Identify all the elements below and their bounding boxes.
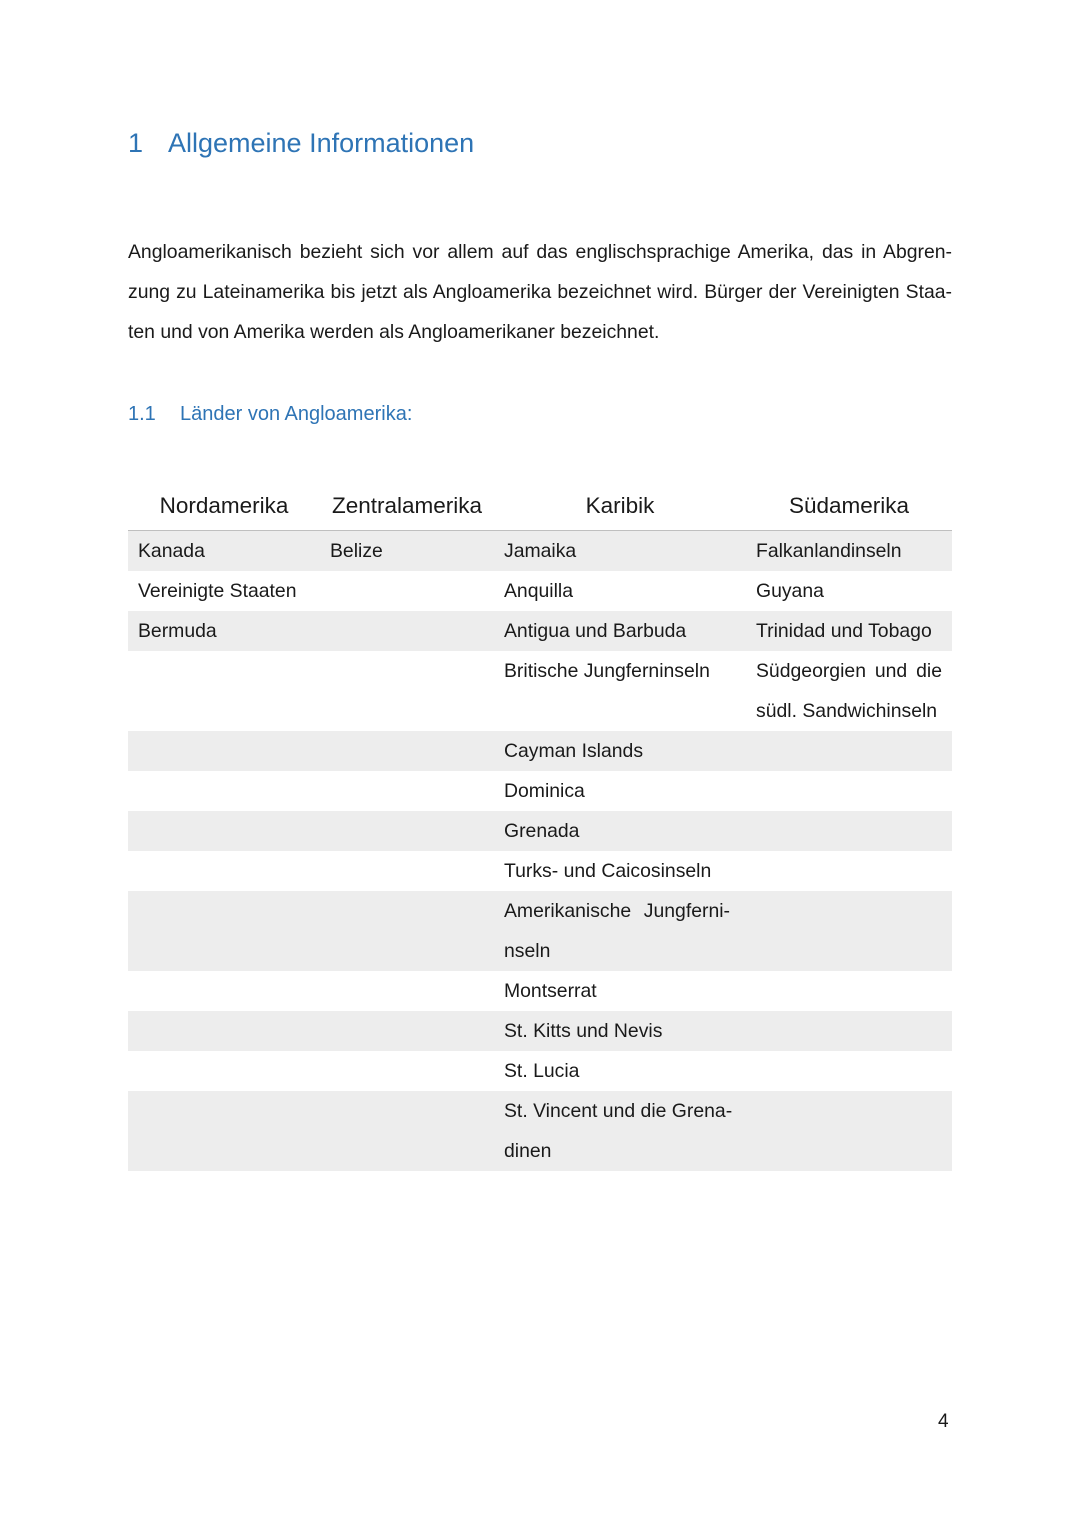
table-row (128, 531, 952, 572)
table-row (128, 1051, 952, 1091)
table-cell (746, 851, 952, 891)
cell-line: dinen (504, 1140, 552, 1162)
table-cell (746, 971, 952, 1011)
table-cell: Bermuda (128, 611, 320, 651)
table-cell: Turks- und Caicosinseln (504, 860, 712, 882)
table-cell: Cayman Islands (494, 731, 746, 771)
table-header-row (128, 482, 952, 531)
table-cell (746, 651, 952, 731)
table-cell (128, 651, 320, 731)
table-cell (128, 1051, 320, 1091)
section-title: Allgemeine Informationen (168, 128, 475, 158)
cell-line-empty (504, 691, 736, 731)
subsection-number: 1.1 (128, 403, 156, 425)
table-row (128, 971, 952, 1011)
table-row (128, 651, 952, 731)
table-cell (320, 971, 494, 1011)
subsection-heading (128, 403, 412, 426)
table-cell: St. Lucia (504, 1060, 580, 1082)
table-cell (320, 1011, 494, 1051)
table-cell (320, 891, 494, 971)
table-cell (128, 891, 320, 971)
table-cell (320, 1091, 494, 1171)
cell-line: Südgeorgien und die (756, 660, 942, 682)
table-cell (494, 1091, 746, 1171)
header-suedamerika: Südamerika (746, 482, 952, 531)
table-cell (746, 1011, 952, 1051)
table-cell (746, 1091, 952, 1171)
table-cell: Guyana (756, 580, 824, 602)
cell-line: Britische Jungferninseln (504, 660, 710, 682)
table-cell (128, 1011, 320, 1051)
table-cell (128, 811, 320, 851)
paragraph-line: ten und von Amerika werden als Angloamerikaner bezeichnet. (128, 321, 660, 343)
subsection-title: Länder von Angloamerika: (180, 403, 413, 425)
table-cell: Grenada (494, 811, 746, 851)
table-row (128, 571, 952, 611)
section-heading (128, 128, 474, 159)
table-cell: Antigua und Barbuda (494, 611, 746, 651)
table-cell (128, 971, 320, 1011)
table-cell: Montserrat (504, 980, 597, 1002)
table-cell (746, 771, 952, 811)
table-cell: Vereinigte Staaten (138, 580, 297, 602)
table-cell: Belize (320, 531, 494, 572)
table-cell (128, 851, 320, 891)
table-row (128, 1011, 952, 1051)
table-row (128, 731, 952, 771)
table-cell: Anquilla (504, 580, 573, 602)
table-cell (320, 571, 494, 611)
table-cell (128, 1091, 320, 1171)
table-cell (746, 1051, 952, 1091)
table-cell (128, 771, 320, 811)
table-cell (320, 811, 494, 851)
page-number: 4 (938, 1411, 949, 1432)
table-cell: Jamaika (494, 531, 746, 572)
table-cell (128, 731, 320, 771)
cell-line: St. Vincent und die Grena- (504, 1100, 733, 1122)
table-cell: Trinidad und Tobago (746, 611, 952, 651)
table-cell: Dominica (504, 780, 585, 802)
table-cell (320, 771, 494, 811)
table-row (128, 1091, 952, 1171)
table-cell: Kanada (128, 531, 320, 572)
table-cell: St. Kitts und Nevis (494, 1011, 746, 1051)
header-nordamerika: Nordamerika (128, 482, 320, 531)
table-cell (494, 651, 746, 731)
table-row (128, 811, 952, 851)
cell-line: südl. Sandwichinseln (756, 700, 938, 722)
table-row (128, 851, 952, 891)
table-cell: Falkanlandinseln (746, 531, 952, 572)
table-row (128, 771, 952, 811)
table-cell (320, 1051, 494, 1091)
countries-table (128, 482, 952, 1171)
intro-paragraph (128, 232, 952, 352)
paragraph-line: zung zu Lateinamerika bis jetzt als Angloamerika bezeichnet wird. Bürger der Vereinigten Staa- (128, 281, 952, 303)
paragraph-line: Angloamerikanisch bezieht sich vor allem auf das englischsprachige Amerika, das in Abgren- (128, 241, 952, 263)
section-number: 1 (128, 128, 144, 158)
header-karibik: Karibik (494, 482, 746, 531)
table-cell (320, 651, 494, 731)
table-cell (746, 891, 952, 971)
table-cell (746, 811, 952, 851)
table-cell (746, 731, 952, 771)
cell-line: nseln (504, 940, 551, 962)
table-row (128, 891, 952, 971)
header-zentralamerika: Zentralamerika (320, 482, 494, 531)
table-cell (320, 851, 494, 891)
cell-line: Amerikanische Jungferni- (504, 900, 730, 922)
table-row (128, 611, 952, 651)
table-cell (320, 731, 494, 771)
table-cell (320, 611, 494, 651)
table-cell (494, 891, 746, 971)
